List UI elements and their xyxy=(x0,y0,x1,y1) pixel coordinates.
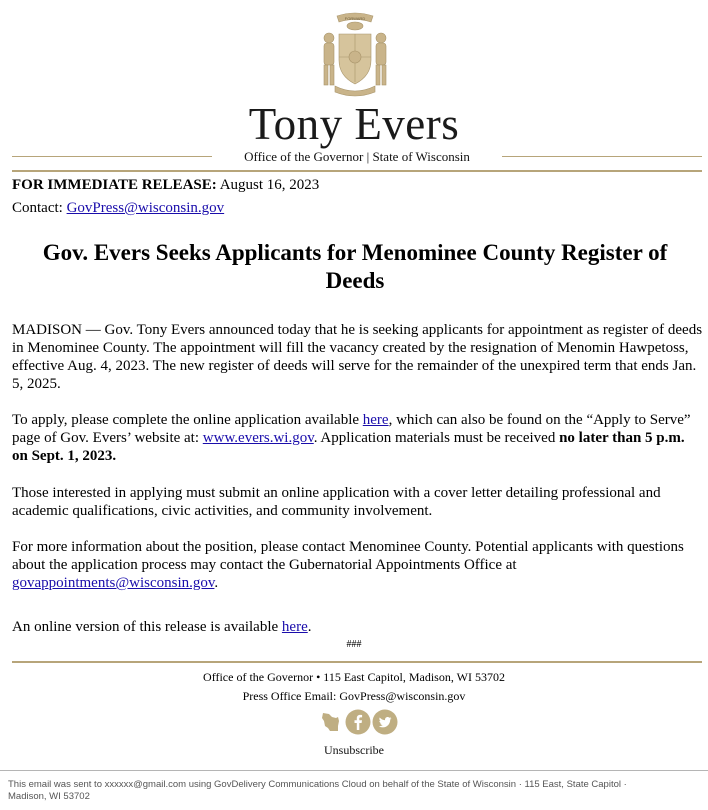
disclaimer-divider xyxy=(0,770,708,771)
application-link[interactable]: here xyxy=(362,412,389,428)
delivery-disclaimer: This email was sent to xxxxxx@gmail.com using GovDelivery Communications Cloud on behalf of the State of Wisconsin · 115 East, State Capitol · Madison, WI 53702 xyxy=(8,779,627,802)
website-link[interactable]: www.evers.wi.gov xyxy=(202,430,314,446)
contact-label: Contact: xyxy=(12,200,63,216)
seal-motto: FORWARD xyxy=(344,16,366,21)
wisconsin-seal-icon xyxy=(313,10,397,100)
paragraph-announcement: MADISON — Gov. Tony Evers announced today that he is seeking applicants for appointment as register of deeds in Menominee County. The appointment will fill the vacancy created by the resignation of Menomin Hawpetoss, effective Aug. 4, 2023. The new register of deeds will serve for the remainder of the unexpired term that ends Jan. 5, 2025. xyxy=(12,322,703,392)
contact-email-link[interactable]: GovPress@wisconsin.gov xyxy=(66,200,225,216)
apply-text-b: , which can also be found on the “Apply to Serve” page of Gov. Evers’ website at: xyxy=(12,412,691,446)
footer-address: Office of the Governor • 115 East Capitol, Madison, WI 53702 xyxy=(203,670,505,684)
social-icons xyxy=(318,709,398,735)
paragraph-contact-info xyxy=(12,538,704,592)
office-name: Office of the Governor xyxy=(244,149,364,164)
contact-line xyxy=(12,199,224,217)
wisconsin-state-icon[interactable] xyxy=(318,709,344,735)
contact-text-b: . xyxy=(214,575,219,591)
governor-name: Tony Evers xyxy=(248,99,460,149)
press-release-headline: Gov. Evers Seeks Applicants for Menominee County Register of Deeds xyxy=(42,240,668,293)
apply-text-c: . Application materials must be received xyxy=(313,430,560,446)
release-line xyxy=(12,176,319,194)
footer-divider xyxy=(12,661,702,663)
paragraph-requirements: Those interested in applying must submit an online application with a cover letter detailing professional and academic qualifications, civic activities, and community involvement. xyxy=(12,485,661,519)
unsubscribe-link[interactable]: Unsubscribe xyxy=(324,743,384,757)
state-name: State of Wisconsin xyxy=(372,149,470,164)
office-subtitle xyxy=(12,148,702,166)
release-label: FOR IMMEDIATE RELEASE: xyxy=(12,177,217,193)
end-mark: ### xyxy=(346,639,362,650)
deadline-text: no later than 5 p.m. on Sept. 1, 2023. xyxy=(12,430,685,464)
paragraph-apply xyxy=(12,411,704,465)
appointments-email-link[interactable]: govappointments@wisconsin.gov xyxy=(12,575,215,591)
online-version-link[interactable]: here xyxy=(281,619,308,635)
release-date: August 16, 2023 xyxy=(219,177,320,193)
facebook-icon[interactable] xyxy=(345,709,371,735)
contact-text-a: For more information about the position, please contact Menominee County. Potential applicants with questions about the application process may contact the Gubernatorial Appointments Office at xyxy=(12,539,684,573)
online-text-b: . xyxy=(307,619,312,635)
header-divider xyxy=(12,170,702,172)
online-text-a: An online version of this release is available xyxy=(12,619,282,635)
office-subtitle-row xyxy=(12,148,702,166)
apply-text-a: To apply, please complete the online application available xyxy=(12,412,363,428)
footer-press-email: Press Office Email: GovPress@wisconsin.gov xyxy=(242,689,466,703)
subtitle-separator: | xyxy=(366,149,370,164)
twitter-icon[interactable] xyxy=(372,709,398,735)
paragraph-online-version xyxy=(12,618,704,636)
